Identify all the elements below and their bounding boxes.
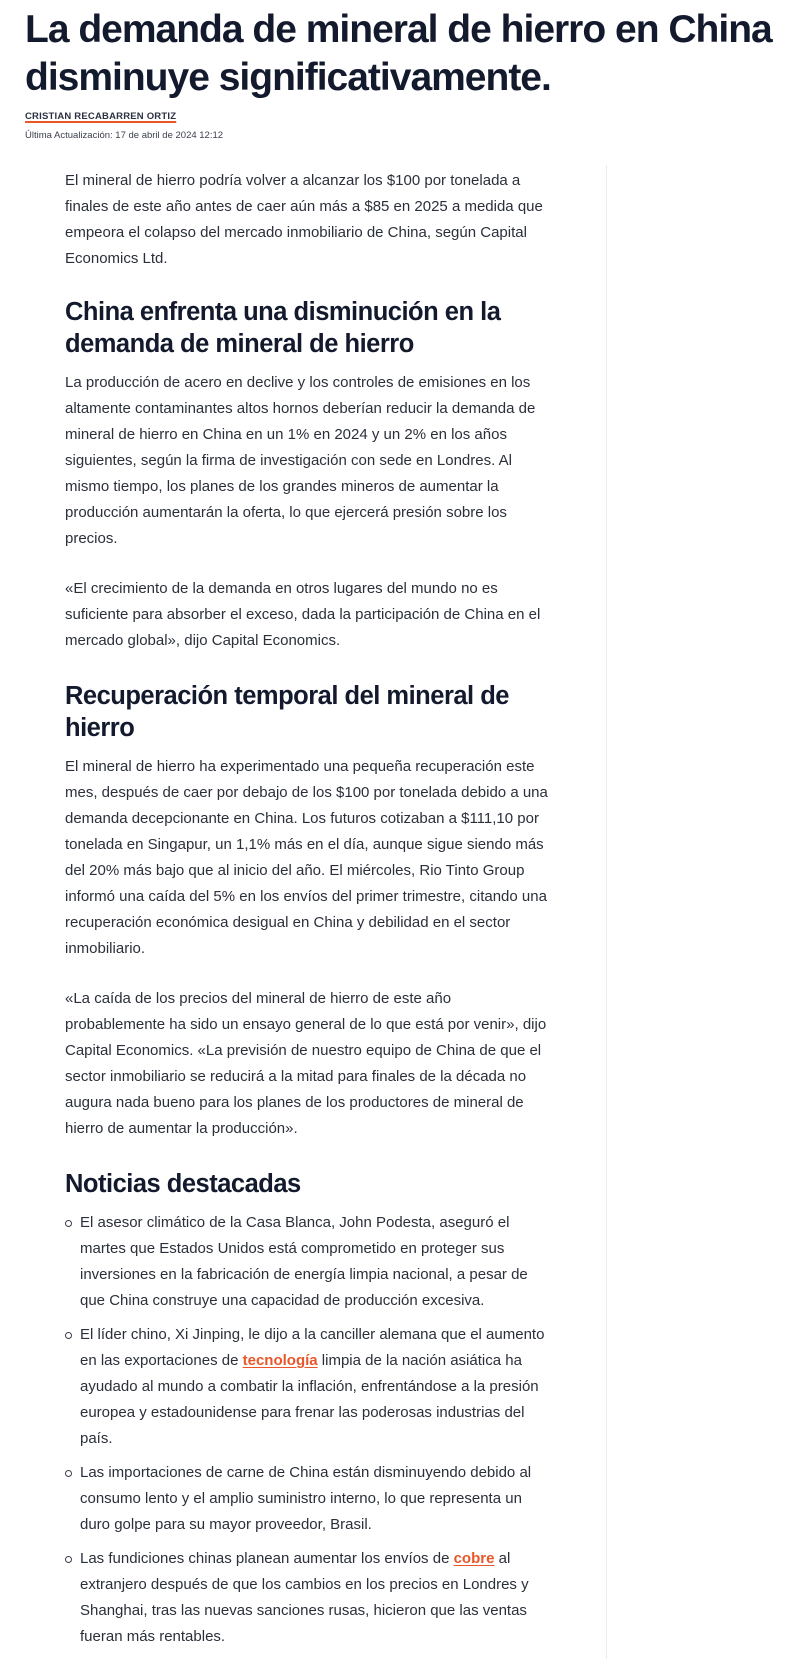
news-item-text-before: El líder chino, Xi Jinping, le dijo a la canciller alemana que el aumento en las exportaciones de: [80, 1326, 545, 1369]
section-heading-china-demand: China enfrenta una disminución en la demanda de mineral de hierro: [65, 298, 501, 358]
article-body: [65, 168, 552, 1658]
list-item: [65, 1210, 552, 1314]
news-item-text: El asesor climático de la Casa Blanca, John Podesta, aseguró el martes que Estados Unidos está comprometido en proteger sus inversiones en la fabricación de energía limpia nacional, a pesar de que China construye una capacidad de producción excesiva.: [80, 1214, 528, 1309]
tecnologia-link[interactable]: tecnología: [242, 1352, 318, 1369]
list-item: [65, 1460, 552, 1538]
sidebar-divider: [606, 165, 607, 1659]
list-item: [65, 1546, 552, 1650]
intro-paragraph: El mineral de hierro podría volver a alcanzar los $100 por tonelada a finales de este año antes de caer aún más a $85 en 2025 a medida que empeora el colapso del mercado inmobiliario de China, según Capital Economics Ltd.: [65, 172, 543, 267]
news-item-text: Las importaciones de carne de China están disminuyendo debido al consumo lento y el amplio suministro interno, lo que representa un duro golpe para su mayor proveedor, Brasil.: [80, 1464, 532, 1533]
news-item-text-after: al extranjero después de que los cambios en los precios en Londres y Shanghai, tras las nuevas sanciones rusas, hicieron que las ventas fueran más rentables.: [80, 1550, 529, 1645]
news-item-text-before: Las fundiciones chinas planean aumentar los envíos de: [80, 1550, 454, 1567]
paragraph-quote-demand: «El crecimiento de la demanda en otros lugares del mundo no es suficiente para absorber el exceso, dada la participación de China en el mercado global», dijo Capital Economics.: [65, 580, 541, 649]
last-updated: Última Actualización: 17 de abril de 2024 12:12: [25, 130, 224, 141]
paragraph-quote-prices: «La caída de los precios del mineral de hierro de este año probablemente ha sido un ensayo general de lo que está por venir», dijo Capital Economics. «La previsión de nuestro equipo de China de que el sector inmobiliario se reducirá a la mitad para finales de la década no augura nada bueno para los planes de los productores de mineral de hierro de aumentar la producción».: [65, 990, 547, 1137]
paragraph-recovery: El mineral de hierro ha experimentado una pequeña recuperación este mes, después de caer por debajo de los $100 por tonelada debido a una demanda decepcionante en China. Los futuros cotizaban a $111,10 por tonelada en Singapur, un 1,1% más en el día, aunque sigue siendo más del 20% más bajo que al inicio del año. El miércoles, Rio Tinto Group informó una caída del 5% en los envíos del primer trimestre, citando una recuperación económica desigual en China y debilidad en el sector inmobiliario.: [65, 758, 548, 957]
list-item: [65, 1322, 552, 1452]
paragraph-steel-production: La producción de acero en declive y los controles de emisiones en los altamente contaminantes altos hornos deberían reducir la demanda de mineral de hierro en China en un 1% en 2024 y un 2% en los años siguientes, según la firma de investigación con sede en Londres. Al mismo tiempo, los planes de los grandes mineros de aumentar la producción aumentarán la oferta, lo que ejercerá presión sobre los precios.: [65, 374, 536, 547]
featured-news-list: [65, 1210, 552, 1650]
author-link[interactable]: CRISTIAN RECABARREN ORTIZ: [25, 111, 177, 122]
news-item-text-after: limpia de la nación asiática ha ayudado al mundo a combatir la inflación, enfrentándose a la presión europea y estadounidense para frenar las poderosas industrias del país.: [80, 1352, 539, 1447]
page-title: La demanda de mineral de hierro en China disminuye significativamente.: [25, 8, 772, 99]
cobre-link[interactable]: cobre: [453, 1550, 495, 1567]
section-heading-featured-news: Noticias destacadas: [65, 1170, 301, 1198]
section-heading-recovery: Recuperación temporal del mineral de hierro: [65, 682, 509, 742]
